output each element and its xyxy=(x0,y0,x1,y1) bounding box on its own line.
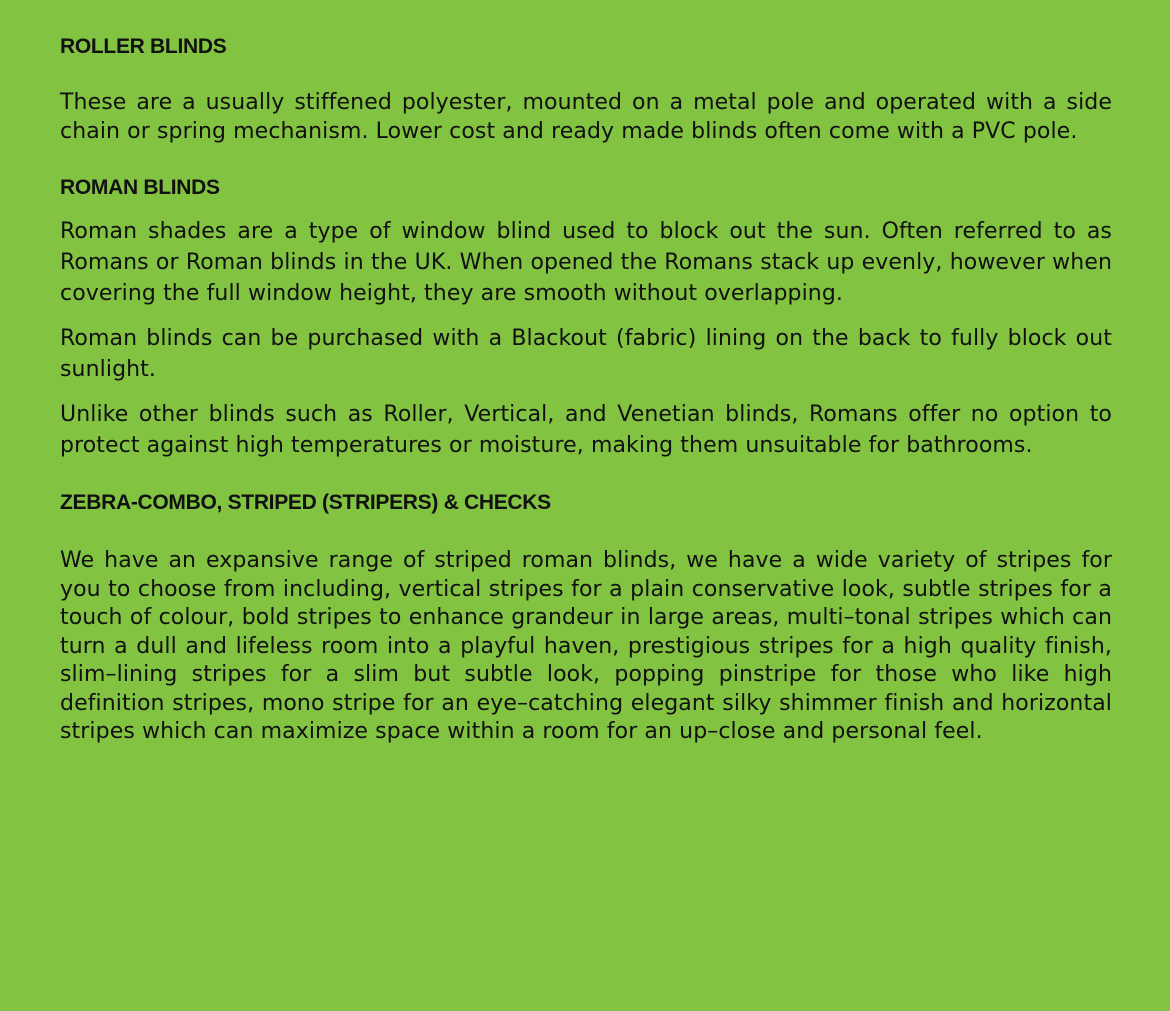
paragraph-roman-blinds-blackout: Roman blinds can be purchased with a Blackout (fabric) lining on the back to fully block out sunlight. xyxy=(60,326,1112,382)
paragraph-roller-blinds: These are a usually stiffened polyester, mounted on a metal pole and operated with a side chain or spring mechanism. Lower cost and ready made blinds often come with a PVC pole. xyxy=(60,90,1112,144)
paragraph-roman-blinds-limitations: Unlike other blinds such as Roller, Vertical, and Venetian blinds, Romans offer no option to protect against high temperatures or moisture, making them unsuitable for bathrooms. xyxy=(60,402,1112,458)
heading-roller-blinds: ROLLER BLINDS xyxy=(60,35,227,58)
heading-roman-blinds: ROMAN BLINDS xyxy=(60,176,220,199)
paragraph-roman-blinds-intro: Roman shades are a type of window blind used to block out the sun. Often referred to as Romans or Roman blinds in the UK. When opened the Romans stack up evenly, however when covering the full window height, they are smooth without overlapping. xyxy=(60,219,1112,306)
paragraph-striped-blinds: We have an expansive range of striped roman blinds, we have a wide variety of stripes for you to choose from including, vertical stripes for a plain conservative look, subtle stripes for a touch of colour, bold stripes to enhance grandeur in large areas, multi–tonal stripes which can turn a dull and lifeless room into a playful haven, prestigious stripes for a high quality finish, slim–lining stripes for a slim but subtle look, popping pinstripe for those who like high definition stripes, mono stripe for an eye–catching elegant silky shimmer finish and horizontal stripes which can maximize space within a room for an up–close and personal feel. xyxy=(60,548,1112,744)
heading-zebra-striped-checks: ZEBRA-COMBO, STRIPED (STRIPERS) & CHECKS xyxy=(60,491,551,514)
